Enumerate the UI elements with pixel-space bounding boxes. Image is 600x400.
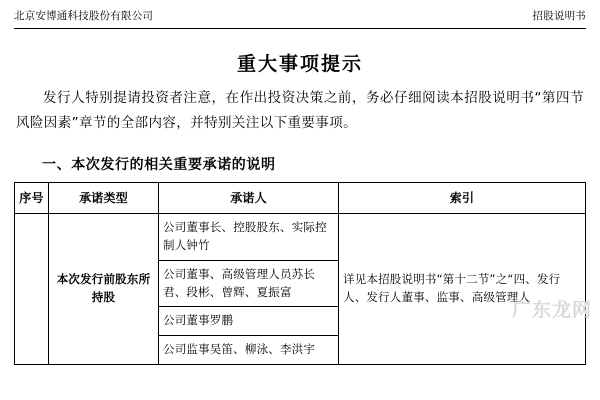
cell-index: 详见本招股说明书“第十二节”之“四、发行人、发行人董事、监事、高级管理人 [339, 214, 586, 365]
header-company-name: 北京安博通科技股份有限公司 [14, 10, 154, 22]
column-header-index: 索引 [339, 182, 586, 214]
cell-person: 公司监事吴笛、柳泳、李洪宇 [159, 336, 339, 365]
cell-type: 本次发行前股东所持股 [49, 214, 159, 365]
column-header-person: 承诺人 [159, 182, 339, 214]
cell-person: 公司董事、高级管理人员苏长君、段彬、曾辉、夏振富 [159, 260, 339, 307]
header-divider [14, 28, 586, 29]
commitments-table [14, 182, 586, 365]
table-header-row [15, 182, 586, 214]
cell-person: 公司董事罗鹏 [159, 307, 339, 336]
watermark: 广东龙网 [511, 299, 592, 321]
column-header-seq: 序号 [15, 182, 49, 214]
table-row [15, 214, 586, 261]
cell-seq [15, 214, 49, 365]
cell-person: 公司董事长、控股股东、实际控制人钟竹 [159, 214, 339, 261]
intro-paragraph: 发行人特别提请投资者注意，在作出投资决策之前，务必仔细阅读本招股说明书“第四节 风险因素”章节的全部内容，并特别关注以下重要事项。 [16, 89, 584, 131]
running-header [14, 0, 586, 27]
header-document-type: 招股说明书 [532, 10, 586, 22]
page-title: 重大事项提示 [236, 52, 363, 75]
section-heading: 一、本次发行的相关重要承诺的说明 [42, 156, 276, 173]
column-header-type: 承诺类型 [49, 182, 159, 214]
